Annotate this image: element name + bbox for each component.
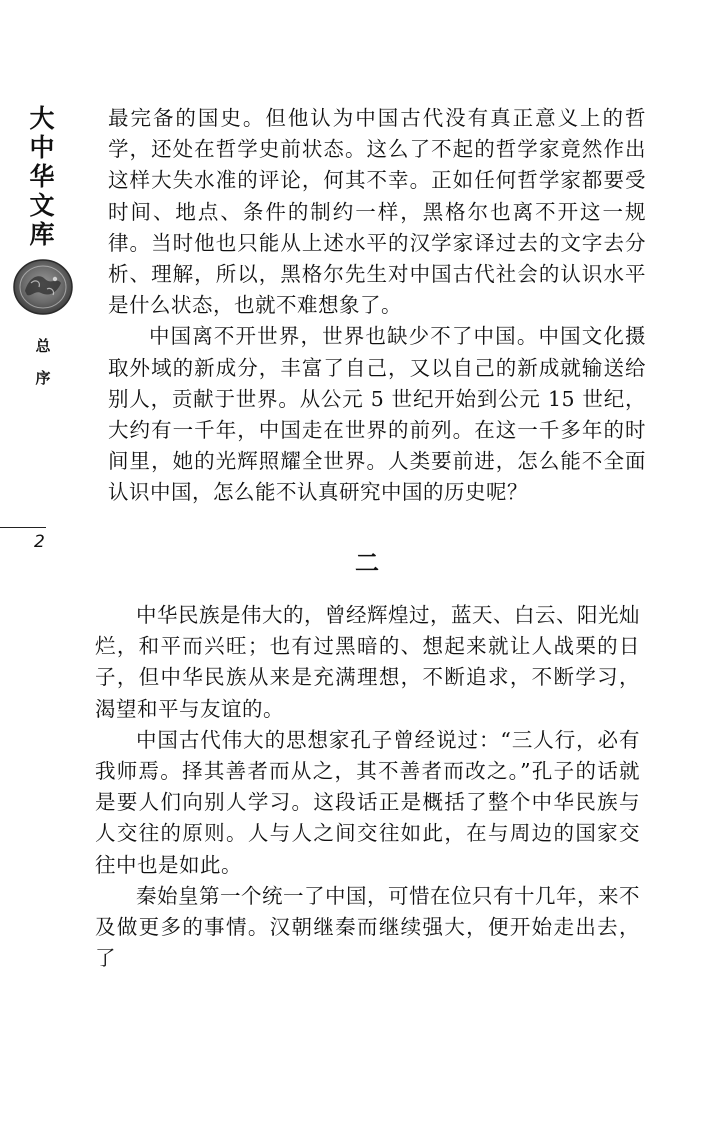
body-paragraph: 中华民族是伟大的，曾经辉煌过，蓝天、白云、阳光灿烂，和平而兴旺；也有过黑暗的、想起来就让人战栗的日子，但中华民族从来是充满理想，不断追求，不断学习，渴望和平与友谊的。 — [95, 603, 640, 721]
volume-label-char: 序 — [35, 369, 51, 387]
body-text-before-section — [108, 103, 646, 509]
series-title-char: 文 — [29, 191, 55, 220]
series-title-char: 华 — [29, 162, 55, 191]
series-title-char: 库 — [29, 220, 55, 249]
page-number: 2 — [34, 532, 45, 552]
volume-label — [30, 330, 56, 394]
body-text-after-section — [95, 600, 640, 974]
section-number-heading: 二 — [355, 548, 379, 577]
series-title-char: 大 — [29, 104, 55, 133]
body-paragraph: 中国离不开世界，世界也缺少不了中国。中国文化摄取外域的新成分，丰富了自己，又以自己的新成就输送给别人，贡献于世界。从公元 5 世纪开始到公元 15 世纪，大约有一千年，中国走在世界的前列。在这一千多年的时间里，她的光辉照耀全世界。人类要前进，怎么能不全面认识中国，怎么能不认真研究中国的历史呢？ — [108, 324, 646, 505]
body-paragraph: 最完备的国史。但他认为中国古代没有真正意义上的哲学，还处在哲学史前状态。这么了不起的哲学家竟然作出这样大失水准的评论，何其不幸。正如任何哲学家都要受时间、地点、条件的制约一样，黑格尔也离不开这一规律。当时他也只能从上述水平的汉学家译过去的文字去分析、理解，所以，黑格尔先生对中国古代社会的认识水平是什么状态，也就不难想象了。 — [108, 106, 646, 318]
body-paragraph: 中国古代伟大的思想家孔子曾经说过：“三人行，必有我师焉。择其善者而从之，其不善者而改之。”孔子的话就是要人们向别人学习。这段话正是概括了整个中华民族与人交往的原则。人与人之间交往如此，在与周边的国家交往中也是如此。 — [95, 727, 640, 877]
page-number-rule — [0, 527, 46, 528]
series-title — [27, 104, 57, 249]
volume-label-char: 总 — [35, 337, 51, 355]
dragon-seal-emblem-icon — [11, 257, 75, 317]
series-title-char: 中 — [29, 133, 55, 162]
body-paragraph: 秦始皇第一个统一了中国，可惜在位只有十几年，来不及做更多的事情。汉朝继秦而继续强大，便开始走出去，了 — [95, 883, 640, 971]
